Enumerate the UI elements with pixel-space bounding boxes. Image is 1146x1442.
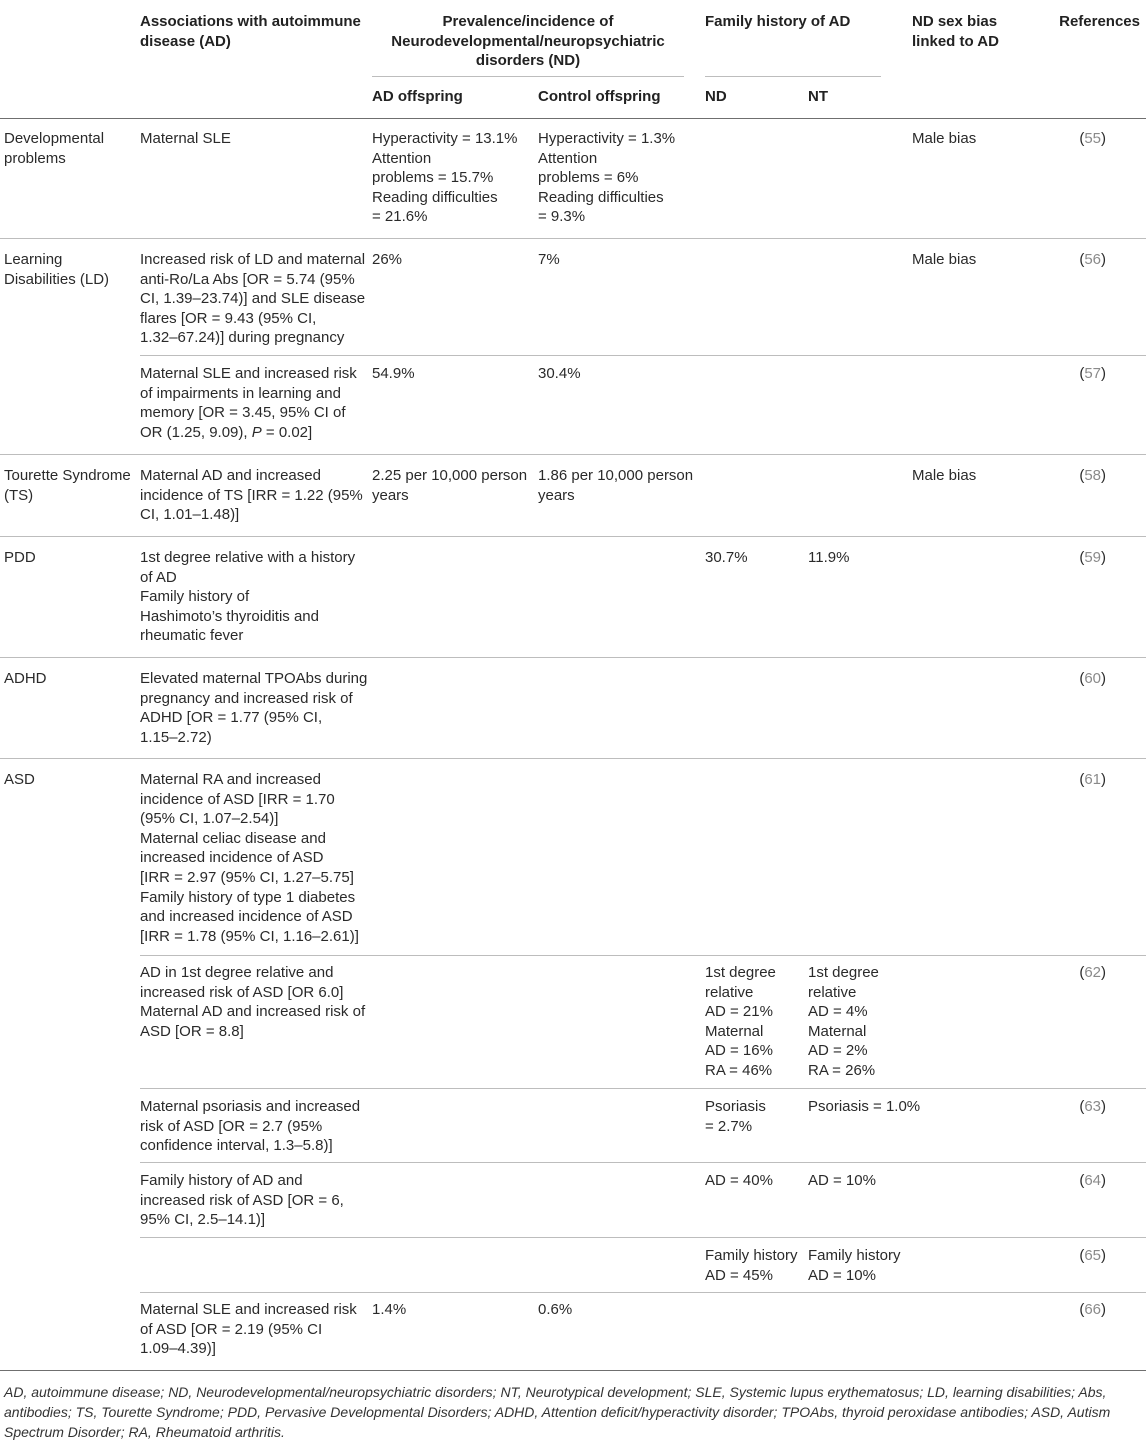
row-reference: (58) xyxy=(1079,467,1106,484)
row-reference: (56) xyxy=(1079,251,1106,268)
row-association: Increased risk of LD and maternal anti-Ro/La Abs [OR = 5.74 (95% CI, 1.39–23.74)] and SLE disease flares [OR = 9.43 (95% CI, 1.32–67.24)] during pregnancy xyxy=(140,251,366,347)
row-control-offspring: 0.6% xyxy=(538,1301,573,1318)
header-prevalence: Prevalence/incidence of Neurodevelopmental/neuropsychiatric disorders (ND) xyxy=(391,13,665,69)
row-nt: Family history AD = 10% xyxy=(808,1247,901,1284)
row-association: Elevated maternal TPOAbs during pregnancy and increased risk of ADHD [OR = 1.77 (95% CI, 1.15–2.72) xyxy=(140,670,368,746)
row-disorder: Learning Disabilities (LD) xyxy=(4,251,110,288)
row-separator xyxy=(0,238,1146,239)
row-separator xyxy=(140,355,1146,356)
row-control-offspring: 7% xyxy=(538,251,560,268)
row-reference: (61) xyxy=(1079,771,1106,788)
row-nd: Family history AD = 45% xyxy=(705,1247,798,1284)
row-reference: (64) xyxy=(1079,1172,1106,1189)
header-associations: Associations with autoimmune disease (AD) xyxy=(140,13,361,50)
header-nt: NT xyxy=(808,88,828,105)
row-nd: 1st degree relative AD = 21% Maternal AD = 16% RA = 46% xyxy=(705,964,776,1079)
row-nd: 30.7% xyxy=(705,549,748,566)
row-nt: 11.9% xyxy=(808,549,850,566)
header-nd: ND xyxy=(705,88,727,105)
row-control-offspring: Hyperactivity = 1.3% Attention problems = 6% Reading difficulties = 9.3% xyxy=(538,130,676,226)
row-separator xyxy=(0,657,1146,658)
row-association: Maternal SLE and increased risk of ASD [OR = 2.19 (95% CI 1.09–4.39)] xyxy=(140,1301,357,1358)
row-reference: (65) xyxy=(1079,1247,1106,1264)
header-control-offspring: Control offspring xyxy=(538,88,661,105)
header-ad-offspring: AD offspring xyxy=(372,88,463,105)
row-sex-bias: Male bias xyxy=(912,467,977,484)
row-separator xyxy=(140,1292,1146,1293)
row-separator xyxy=(140,1088,1146,1089)
row-disorder: Developmental problems xyxy=(4,130,105,167)
subheader-rule-prevalence xyxy=(372,76,684,77)
row-reference: (59) xyxy=(1079,549,1106,566)
row-ad-offspring: 1.4% xyxy=(372,1301,407,1318)
header-bottom-rule xyxy=(0,118,1146,119)
header-family-history: Family history of AD xyxy=(705,13,851,30)
row-control-offspring: 30.4% xyxy=(538,365,581,382)
header-sex-bias: ND sex bias linked to AD xyxy=(912,13,999,50)
row-ad-offspring: 26% xyxy=(372,251,403,268)
row-reference: (55) xyxy=(1079,130,1106,147)
row-disorder: ADHD xyxy=(4,670,47,687)
row-separator xyxy=(0,454,1146,455)
row-association: Maternal psoriasis and increased risk of ASD [OR = 2.7 (95% confidence interval, 1.3–5.8)] xyxy=(140,1098,361,1155)
row-disorder: PDD xyxy=(4,549,36,566)
row-sex-bias: Male bias xyxy=(912,251,977,268)
row-association: 1st degree relative with a history of AD Family history of Hashimoto’s thyroiditis and rheumatic fever xyxy=(140,549,356,645)
row-separator xyxy=(0,758,1146,759)
row-association: Maternal AD and increased incidence of TS [IRR = 1.22 (95% CI, 1.01–1.48)] xyxy=(140,467,363,524)
row-association: Maternal SLE and increased risk of impairments in learning and memory [OR = 3.45, 95% CI of OR (1.25, 9.09), P = 0.02] xyxy=(140,365,357,441)
row-ad-offspring: Hyperactivity = 13.1% Attention problems = 15.7% Reading difficulties = 21.6% xyxy=(372,130,518,226)
row-separator xyxy=(140,955,1146,956)
row-reference: (57) xyxy=(1079,365,1106,382)
row-reference: (62) xyxy=(1079,964,1106,981)
row-nt: Psoriasis = 1.0% xyxy=(808,1098,921,1115)
row-reference: (60) xyxy=(1079,670,1106,687)
row-association: Maternal RA and increased incidence of ASD [IRR = 1.70 (95% CI, 1.07–2.54)] Maternal celiac disease and increased incidence of ASD [IRR = 2.97 (95% CI, 1.27–5.75] Family history of type 1 diabetes and increased incidence of ASD [IRR = 1.78 (95% CI, 1.16–2.61)] xyxy=(140,771,359,945)
row-nt: AD = 10% xyxy=(808,1172,876,1189)
row-association: AD in 1st degree relative and increased risk of ASD [OR 6.0] Maternal AD and increased risk of ASD [OR = 8.8] xyxy=(140,964,366,1040)
row-nd: Psoriasis = 2.7% xyxy=(705,1098,766,1135)
row-sex-bias: Male bias xyxy=(912,130,977,147)
row-nd: AD = 40% xyxy=(705,1172,773,1189)
row-disorder: ASD xyxy=(4,771,35,788)
header-references: References xyxy=(1059,13,1140,30)
row-ad-offspring: 54.9% xyxy=(372,365,415,382)
row-separator xyxy=(140,1237,1146,1238)
subheader-rule-family xyxy=(705,76,881,77)
row-separator xyxy=(140,1162,1146,1163)
row-reference: (63) xyxy=(1079,1098,1106,1115)
table-bottom-rule xyxy=(0,1370,1146,1371)
row-association: Maternal SLE xyxy=(140,130,231,147)
row-nt: 1st degree relative AD = 4% Maternal AD = 2% RA = 26% xyxy=(808,964,879,1079)
row-ad-offspring: 2.25 per 10,000 person years xyxy=(372,467,528,504)
row-association: Family history of AD and increased risk of ASD [OR = 6, 95% CI, 2.5–14.1)] xyxy=(140,1172,344,1229)
row-control-offspring: 1.86 per 10,000 person years xyxy=(538,467,694,504)
row-separator xyxy=(0,536,1146,537)
row-disorder: Tourette Syndrome (TS) xyxy=(4,467,131,504)
row-reference: (66) xyxy=(1079,1301,1106,1318)
table-footnote: AD, autoimmune disease; ND, Neurodevelopmental/neuropsychiatric disorders; NT, Neurotypical development; SLE, Systemic lupus erythematosus; LD, learning disabilities; Abs, antibodies; TS, Tourette Syndrome; PDD, Pervasive Developmental Disorders; ADHD, Attention deficit/hyperactivity disorder; TPOAbs, thyroid peroxidase antibodies; ASD, Autism Spectrum Disorder; RA, Rheumatoid arthritis. xyxy=(4,1384,1111,1440)
